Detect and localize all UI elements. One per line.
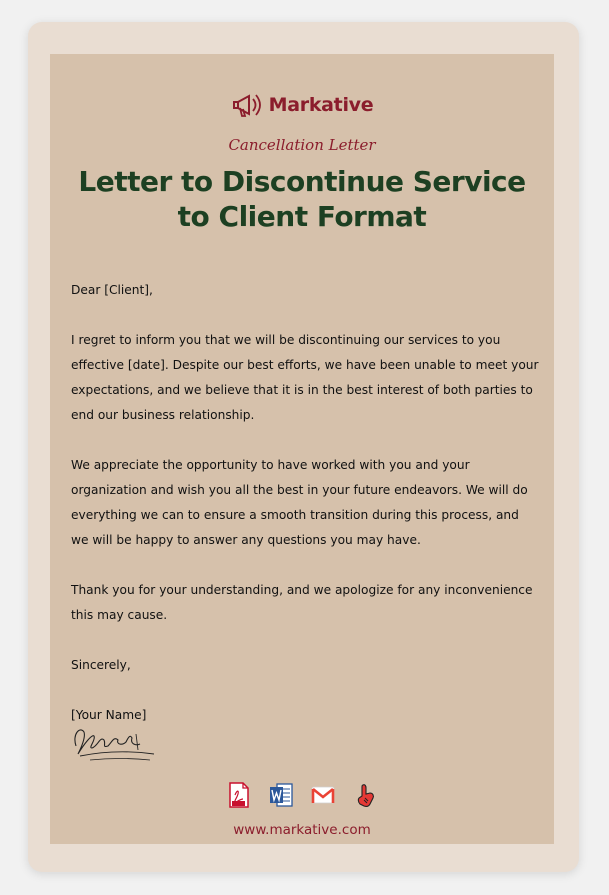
letter-paper <box>50 54 554 844</box>
brand-name: Markative <box>268 94 374 116</box>
megaphone-icon <box>231 90 265 120</box>
page-title: Letter to Discontinue Service to Client Format <box>78 165 526 233</box>
word-icon[interactable] <box>268 781 294 809</box>
paragraph-3: Thank you for your understanding, and we apologize for any inconvenience this may cause. <box>71 583 533 622</box>
gmail-icon[interactable] <box>310 781 336 809</box>
download-icons <box>50 781 554 809</box>
hand-pointer-icon[interactable] <box>352 781 378 809</box>
salutation: Dear [Client], <box>71 283 153 297</box>
signer-name: [Your Name] <box>71 708 147 722</box>
document-category: Cancellation Letter <box>228 136 376 154</box>
letter-card <box>28 22 579 872</box>
paragraph-1: I regret to inform you that we will be discontinuing our services to you effective [date]. Despite our best efforts, we have been unable to meet your expectations, and we believe that it is in the best interest of both parties to end our business relationship. <box>71 333 539 422</box>
signature-image <box>70 716 160 764</box>
brand-logo <box>50 90 554 120</box>
pdf-icon[interactable] <box>226 781 252 809</box>
letter-body <box>71 278 539 753</box>
paragraph-2: We appreciate the opportunity to have worked with you and your organization and wish you all the best in your future endeavors. We will do everything we can to ensure a smooth transition during this process, and we will be happy to answer any questions you may have. <box>71 458 528 547</box>
closing: Sincerely, <box>71 658 131 672</box>
website-link[interactable]: www.markative.com <box>233 822 371 838</box>
